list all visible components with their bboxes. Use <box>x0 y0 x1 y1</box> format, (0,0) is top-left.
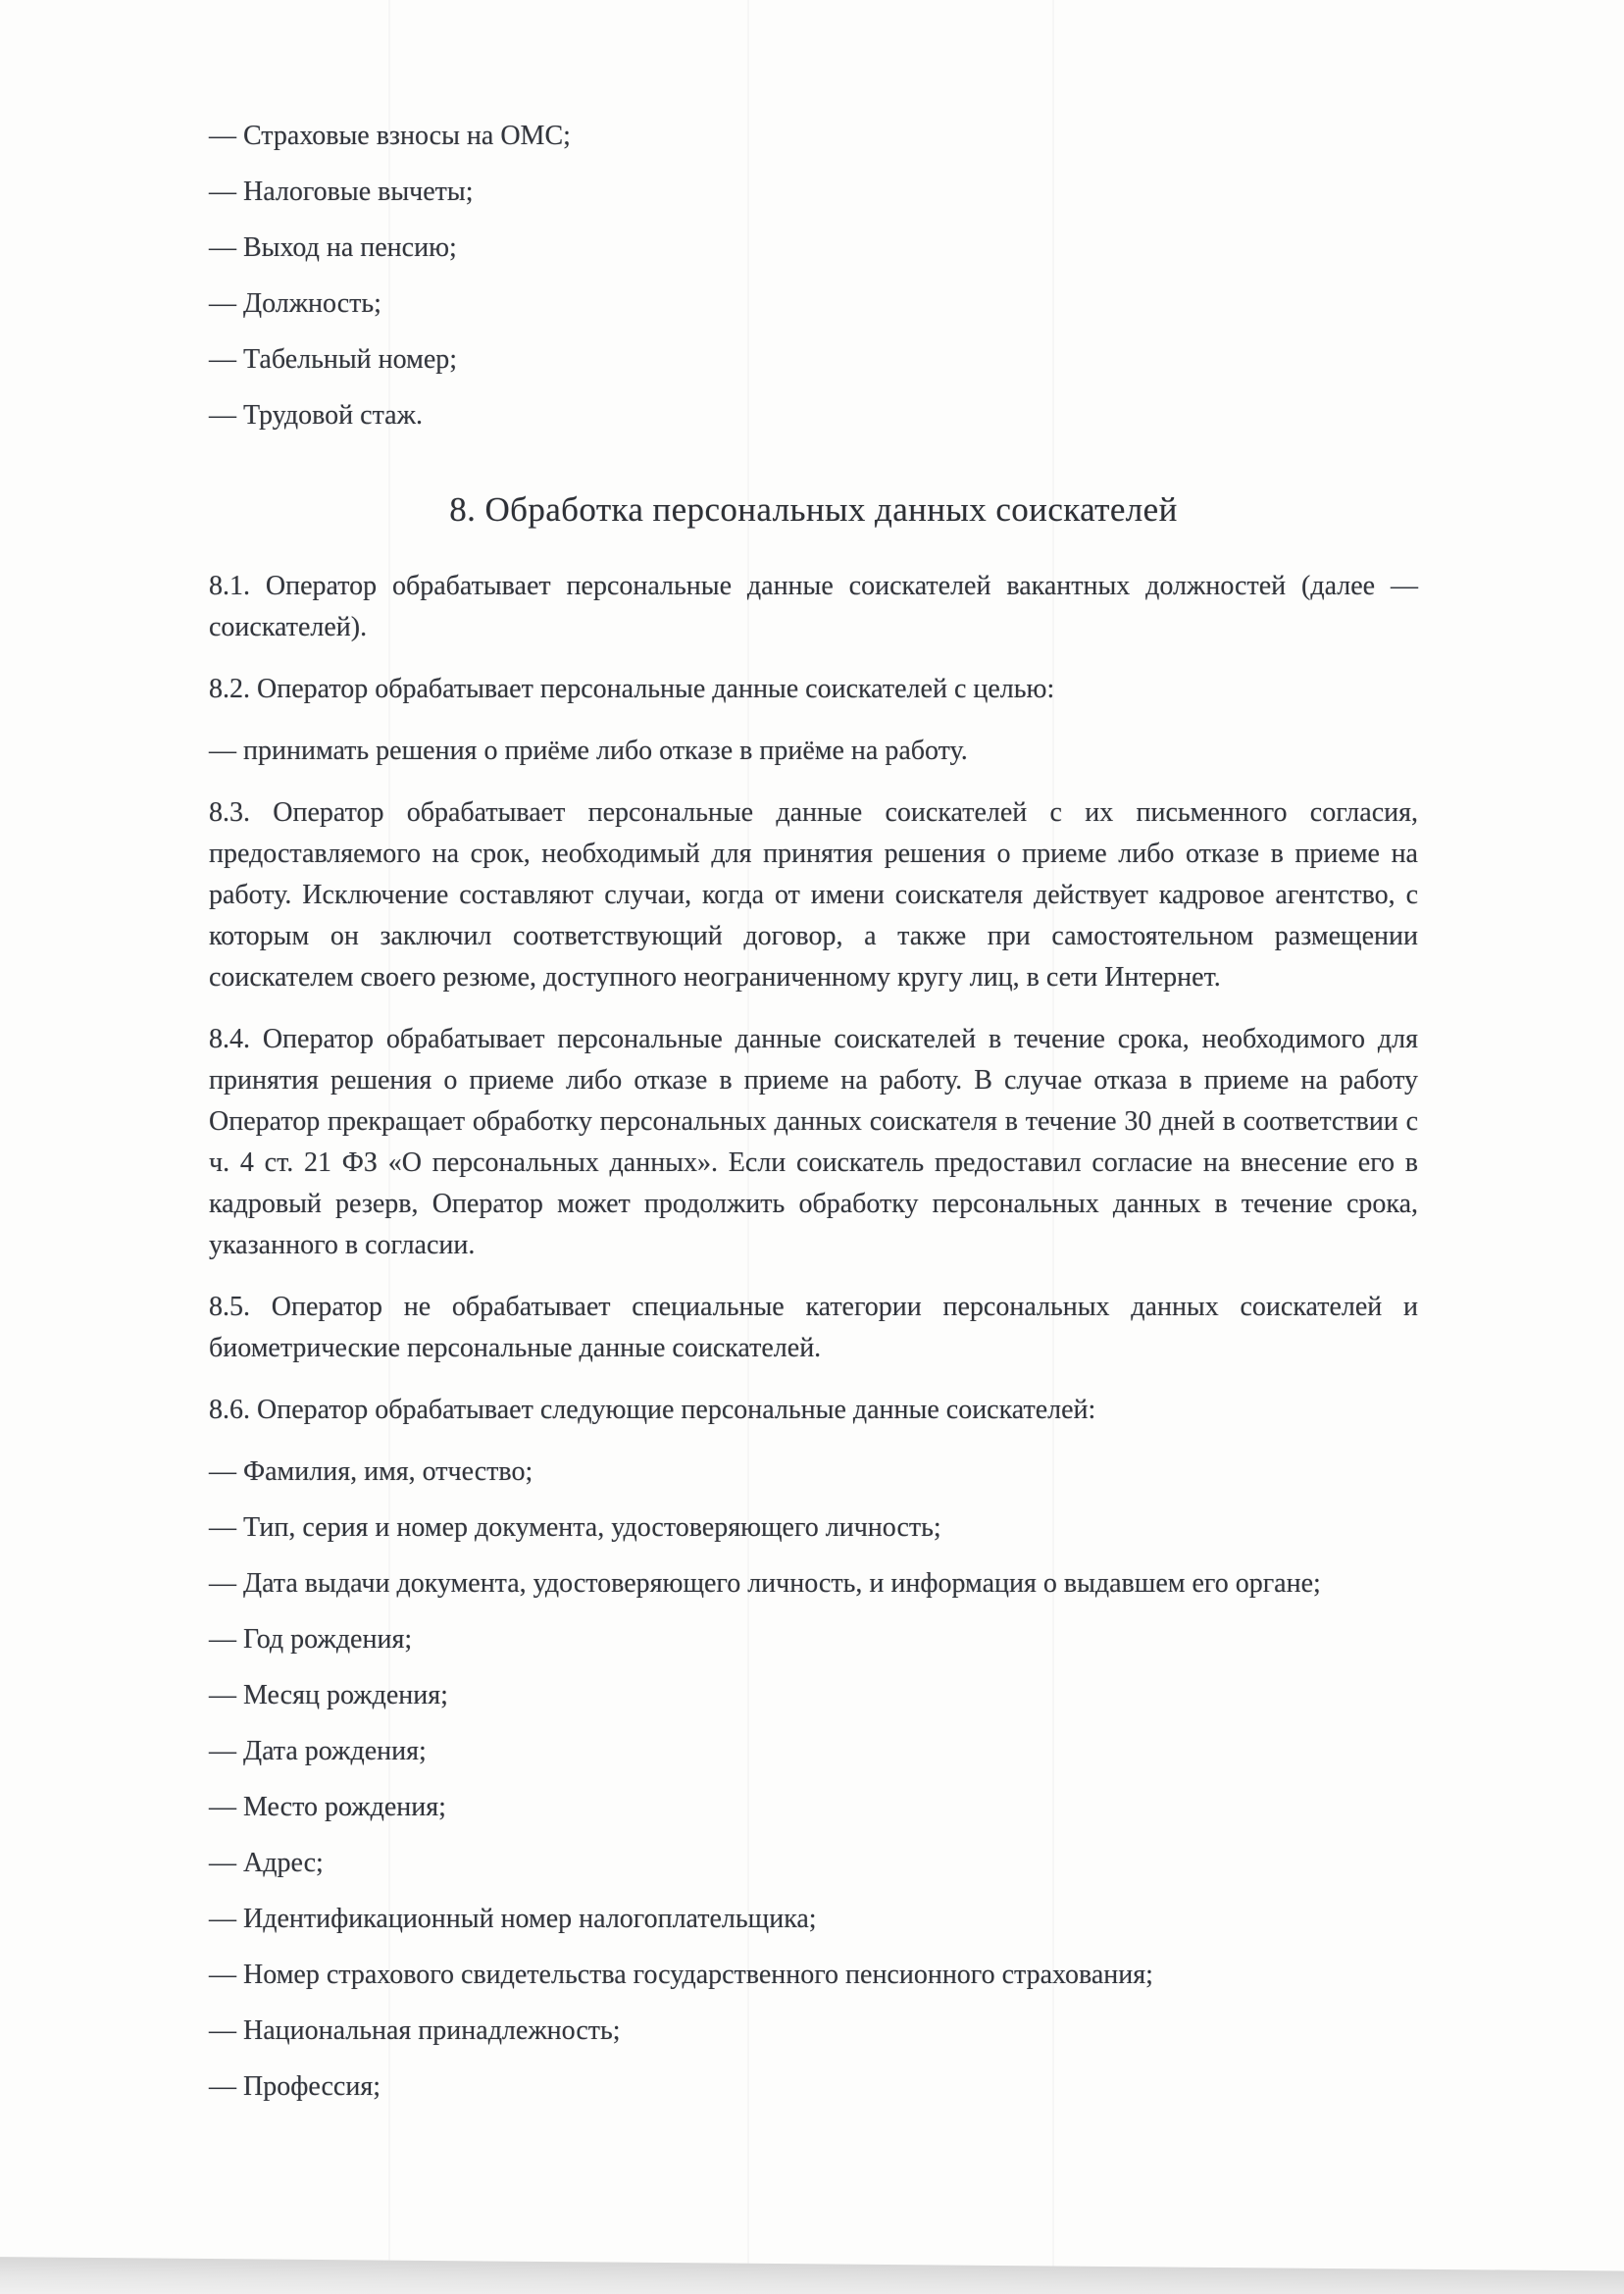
section-heading: 8. Обработка персональных данных соискателей <box>449 490 1178 529</box>
paragraph: — принимать решения о приёме либо отказе в приёме на работу. <box>209 736 968 766</box>
list-item: — Страховые взносы на ОМС; <box>209 121 571 151</box>
applicant-data-list <box>209 1452 1418 2108</box>
scan-paper-edge-shadow <box>0 2257 1624 2294</box>
list-item: — Тип, серия и номер документа, удостоверяющего личность; <box>209 1512 941 1543</box>
list-item: — Выход на пенсию; <box>209 232 457 263</box>
paragraph: 8.3. Оператор обрабатывает персональные данные соискателей с их письменного согласия, предоставляемого на срок, необходимый для принятия решения о приеме либо отказе в приеме на работу. Исключение составляют случаи, когда от имени соискателя действует кадровое агентство, с которым он заключил соответствующий договор, а также при самостоятельном размещении соискателем своего резюме, доступного неограниченному кругу лиц, в сети Интернет. <box>209 797 1418 993</box>
section-paragraphs <box>209 566 1418 1431</box>
list-item: — Национальная принадлежность; <box>209 2015 621 2046</box>
paragraph: 8.6. Оператор обрабатывает следующие персональные данные соискателей: <box>209 1395 1096 1425</box>
list-item: — Должность; <box>209 288 381 319</box>
list-item: — Табельный номер; <box>209 344 458 375</box>
list-item: — Место рождения; <box>209 1792 446 1822</box>
list-item: — Идентификационный номер налогоплательщика; <box>209 1904 817 1934</box>
document-content <box>209 116 1418 2122</box>
list-item: — Дата выдачи документа, удостоверяющего личность, и информация о выдавшем его органе; <box>209 1568 1321 1599</box>
list-item: — Налоговые вычеты; <box>209 177 474 207</box>
list-item: — Профессия; <box>209 2071 381 2102</box>
intro-bullet-list <box>209 116 1418 436</box>
list-item: — Дата рождения; <box>209 1736 427 1766</box>
list-item: — Адрес; <box>209 1848 324 1878</box>
list-item: — Год рождения; <box>209 1624 413 1655</box>
list-item: — Номер страхового свидетельства государственного пенсионного страхования; <box>209 1960 1153 1990</box>
paragraph: 8.5. Оператор не обрабатывает специальные категории персональных данных соискателей и биометрические персональные данные соискателей. <box>209 1292 1418 1363</box>
list-item: — Месяц рождения; <box>209 1680 448 1710</box>
list-item: — Фамилия, имя, отчество; <box>209 1456 533 1487</box>
paragraph: 8.2. Оператор обрабатывает персональные данные соискателей с целью: <box>209 674 1055 704</box>
paragraph: 8.4. Оператор обрабатывает персональные данные соискателей в течение срока, необходимого для принятия решения о приеме либо отказе в приеме на работу. В случае отказа в приеме на работу Оператор прекращает обработку персональных данных соискателя в течение 30 дней в соответствии с ч. 4 ст. 21 ФЗ «О персональных данных». Если соискатель предоставил согласие на внесение его в кадровый резерв, Оператор может продолжить обработку персональных данных в течение срока, указанного в согласии. <box>209 1024 1418 1260</box>
list-item: — Трудовой стаж. <box>209 400 423 431</box>
paragraph: 8.1. Оператор обрабатывает персональные данные соискателей вакантных должностей (далее — соискателей). <box>209 571 1418 642</box>
